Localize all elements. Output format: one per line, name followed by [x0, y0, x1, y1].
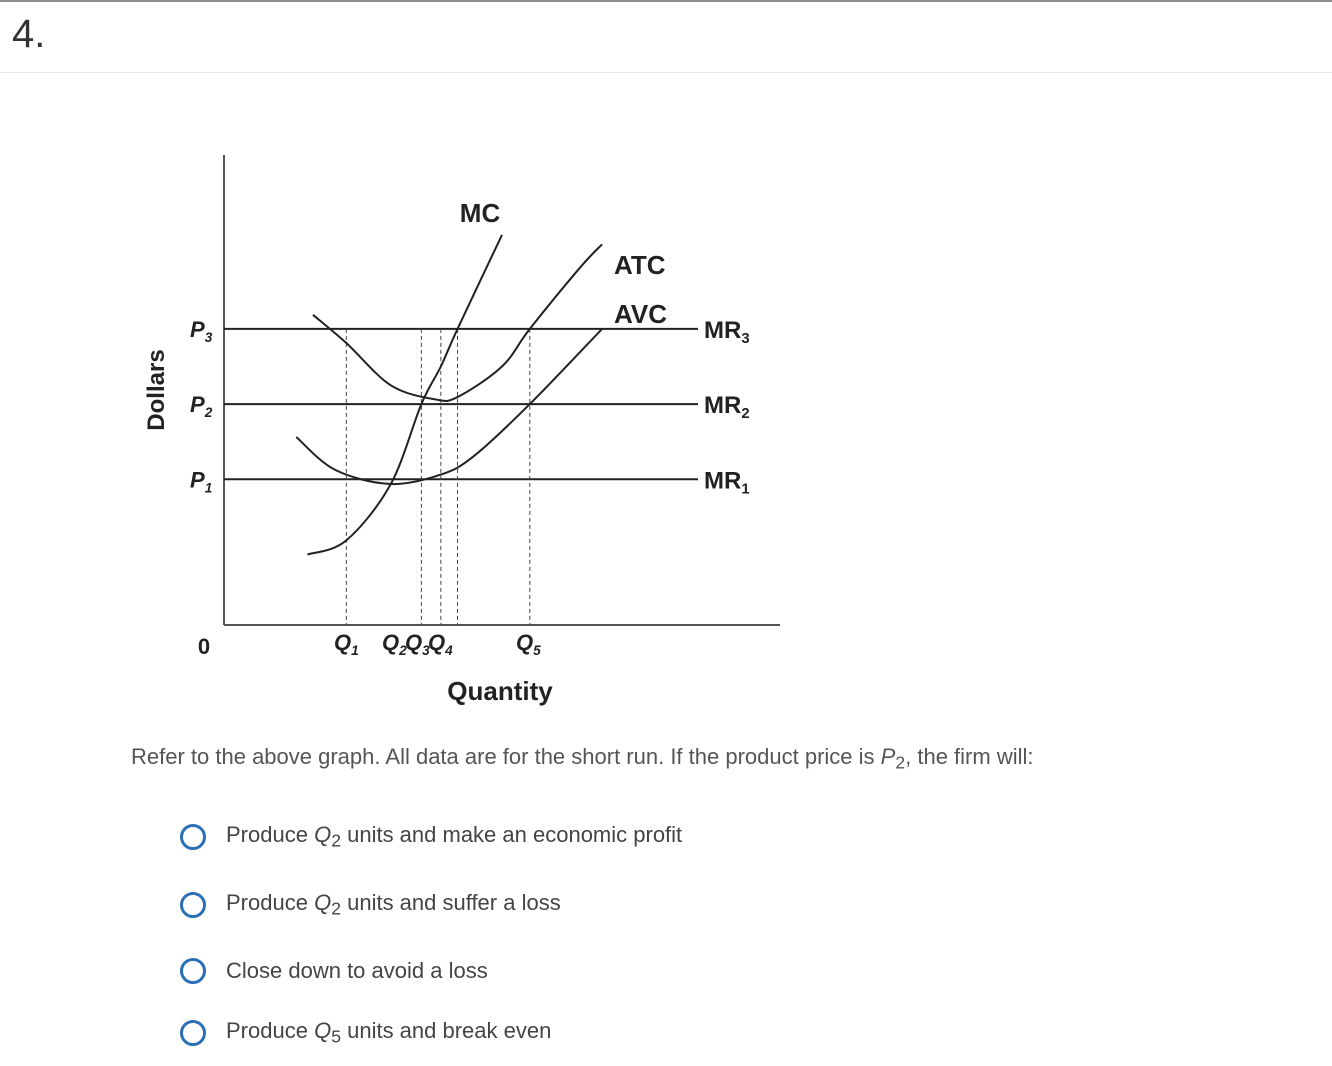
q-tick-label-q4: $Q_4$ [428, 630, 453, 658]
mr-label-2: $MR_2$ [704, 392, 750, 423]
prompt-text-end: , the firm will: [905, 744, 1034, 769]
option-sub: 2 [331, 898, 341, 919]
q-tick-label-q3: $Q_3$ [405, 630, 430, 658]
mc-label: MC [459, 198, 501, 228]
price-label-p1: $P_1$ [190, 467, 213, 496]
prompt-price-var: P [880, 744, 896, 769]
option-text: Produce [226, 890, 315, 915]
prompt-text: Refer to the above graph. All data are for the short run. If the product price is [131, 744, 881, 769]
option-4[interactable] [180, 1018, 551, 1047]
x-axis-title: Quantity [447, 676, 553, 706]
option-label [226, 822, 682, 851]
question-prompt [131, 744, 1034, 773]
option-3[interactable] [180, 958, 488, 984]
avc-curve [296, 329, 602, 484]
q-tick-label-q5: $Q_5$ [516, 630, 541, 658]
radio-button[interactable] [180, 892, 206, 918]
option-text-end: units and break even [340, 1018, 552, 1043]
avc-label: AVC [614, 299, 667, 329]
origin-label: 0 [197, 634, 211, 659]
question-number: 4. [12, 12, 46, 56]
option-var: Q [314, 822, 332, 847]
top-rule [0, 0, 1332, 2]
option-label [226, 1018, 551, 1047]
option-var: Q [314, 1018, 332, 1043]
radio-button[interactable] [180, 958, 206, 984]
y-axis-title: Dollars [143, 349, 170, 431]
option-sub: 5 [331, 1026, 341, 1047]
q-tick-label-q1: $Q_1$ [334, 630, 359, 658]
header-divider [0, 72, 1332, 73]
q-tick-label-q2: $Q_2$ [382, 630, 407, 658]
radio-button[interactable] [180, 1020, 206, 1046]
atc-label: ATC [614, 250, 666, 280]
option-text: Close down to avoid a loss [226, 958, 488, 983]
mr-label-3: $MR_3$ [704, 316, 750, 347]
option-var: Q [314, 890, 332, 915]
option-text-end: units and suffer a loss [340, 890, 561, 915]
option-2[interactable] [180, 890, 561, 919]
option-sub: 2 [331, 830, 341, 851]
option-text: Produce [226, 822, 315, 847]
option-text: Produce [226, 1018, 315, 1043]
price-label-p2: $P_2$ [190, 392, 213, 421]
option-label [226, 890, 561, 919]
prompt-price-sub: 2 [895, 752, 906, 773]
mc-curve [307, 235, 502, 555]
option-1[interactable] [180, 822, 682, 851]
cost-curves-chart [120, 140, 800, 730]
mr-label-1: $MR_1$ [704, 467, 750, 498]
option-label [226, 958, 488, 984]
radio-button[interactable] [180, 824, 206, 850]
price-label-p3: $P_3$ [190, 316, 213, 345]
option-text-end: units and make an economic profit [340, 822, 683, 847]
atc-curve [313, 244, 602, 401]
